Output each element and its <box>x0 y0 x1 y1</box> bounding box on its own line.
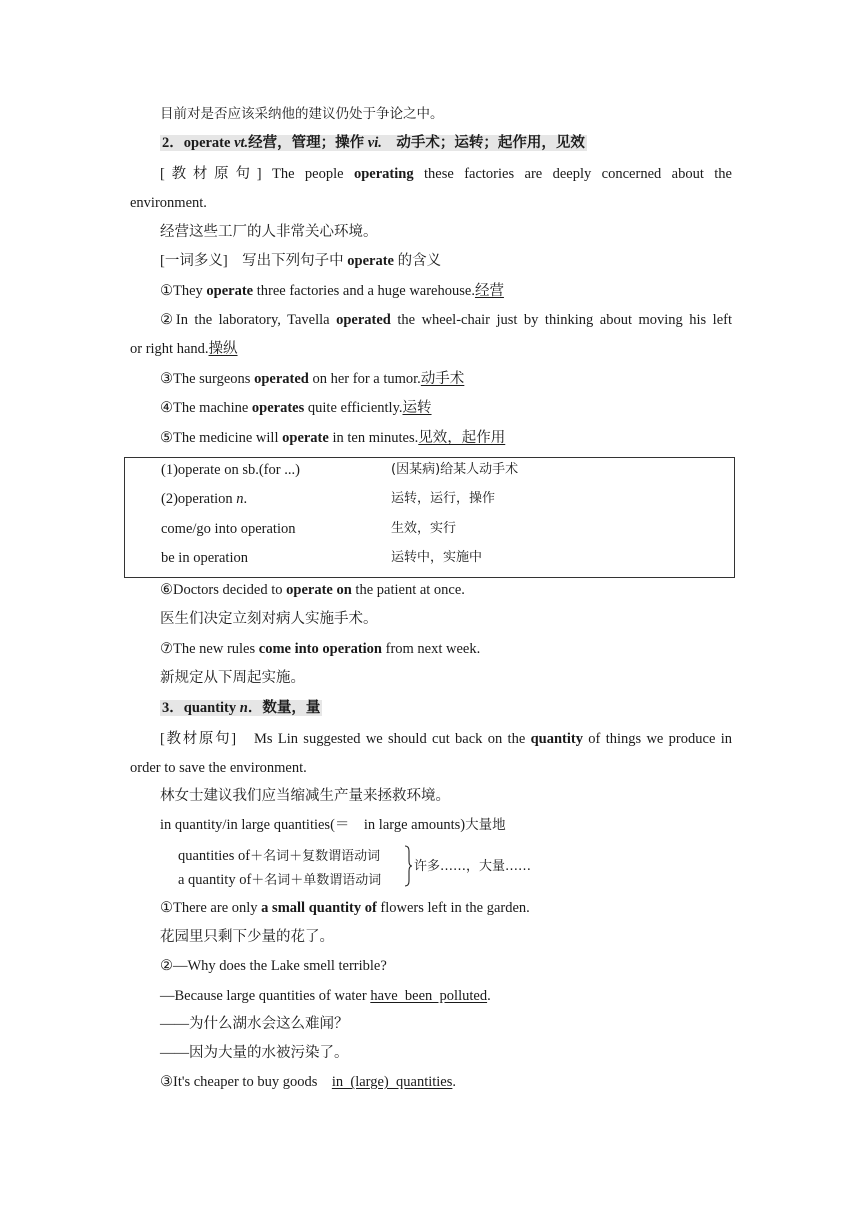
usage-singular: a quantity of＋名词＋单数谓语动词 <box>178 872 382 888</box>
example-6-translation: 医生们决定立刻对病人实施手术。 <box>160 611 378 627</box>
quantity-example-3: ③It's cheaper to buy goods in (large) quantities. <box>160 1074 457 1090</box>
quantity-example-1: ①There are only a small quantity of flowers left in the garden. <box>160 900 530 916</box>
quantity-example-2-answer-translation: ——因为大量的水被污染了。 <box>160 1045 349 1061</box>
example-7-translation: 新规定从下周起实施。 <box>160 670 305 686</box>
polysemy-heading: [一词多义] 写出下列句子中 operate 的含义 <box>160 253 442 269</box>
phrase-in-quantity: in quantity/in large quantities(＝ in large amounts)大量地 <box>160 817 506 833</box>
quantity-example-2-question-translation: ——为什么湖水会这么难闻？ <box>160 1016 349 1032</box>
section-2-heading: 2．operate vt.经营，管理；操作 vi. 动手术；运转；起作用，见效 <box>162 135 585 151</box>
polysemy-item-3: ③The surgeons operated on her for a tumor.动手术 <box>160 371 465 387</box>
example-7: ⑦The new rules come into operation from next week. <box>160 641 481 657</box>
quantity-example-2-question: ②—Why does the Lake smell terrible? <box>160 958 387 974</box>
polysemy-item-4: ④The machine operates quite efficiently.运转 <box>160 400 432 416</box>
quantity-example-1-translation: 花园里只剩下少量的花了。 <box>160 929 334 945</box>
textbook-sentence-quantity-cont: order to save the environment. <box>130 760 307 776</box>
quantity-example-2-answer: —Because large quantities of water have been polluted. <box>160 988 491 1004</box>
textbook-sentence-operate: [教材原句] The people operating these factories are deeply concerned about the <box>160 166 732 182</box>
textbook-sentence-translation: 经营这些工厂的人非常关心环境。 <box>160 224 378 240</box>
phrase-box: (1)operate on sb.(for ...) (因某病)给某人动手术 (2)operation n. 运转，运行，操作 come/go into operation 生效，实行 be in operation 运转中，实施中 <box>124 457 735 578</box>
example-6: ⑥Doctors decided to operate on the patient at once. <box>160 582 465 598</box>
quantity-usage-group <box>178 843 598 889</box>
polysemy-item-5: ⑤The medicine will operate in ten minutes.见效，起作用 <box>160 430 506 446</box>
right-brace-icon <box>404 845 412 887</box>
section-3-heading: 3．quantity n．数量，量 <box>162 700 321 716</box>
usage-meaning: 许多……，大量…… <box>414 859 532 874</box>
textbook-quantity-translation: 林女士建议我们应当缩减生产量来拯救环境。 <box>160 788 450 804</box>
textbook-sentence-cont: environment. <box>130 195 207 211</box>
intro-translation: 目前对是否应该采纳他的建议仍处于争论之中。 <box>160 106 444 122</box>
polysemy-item-1: ①They operate three factories and a huge warehouse.经营 <box>160 283 504 299</box>
textbook-sentence-quantity: [教材原句] Ms Lin suggested we should cut back on the quantity of things we produce in <box>160 731 732 747</box>
polysemy-item-2: ②In the laboratory, Tavella operated the wheel-chair just by thinking about moving his left <box>160 312 732 328</box>
usage-plural: quantities of＋名词＋复数谓语动词 <box>178 848 381 864</box>
polysemy-item-2-cont: or right hand.操纵 <box>130 341 238 357</box>
